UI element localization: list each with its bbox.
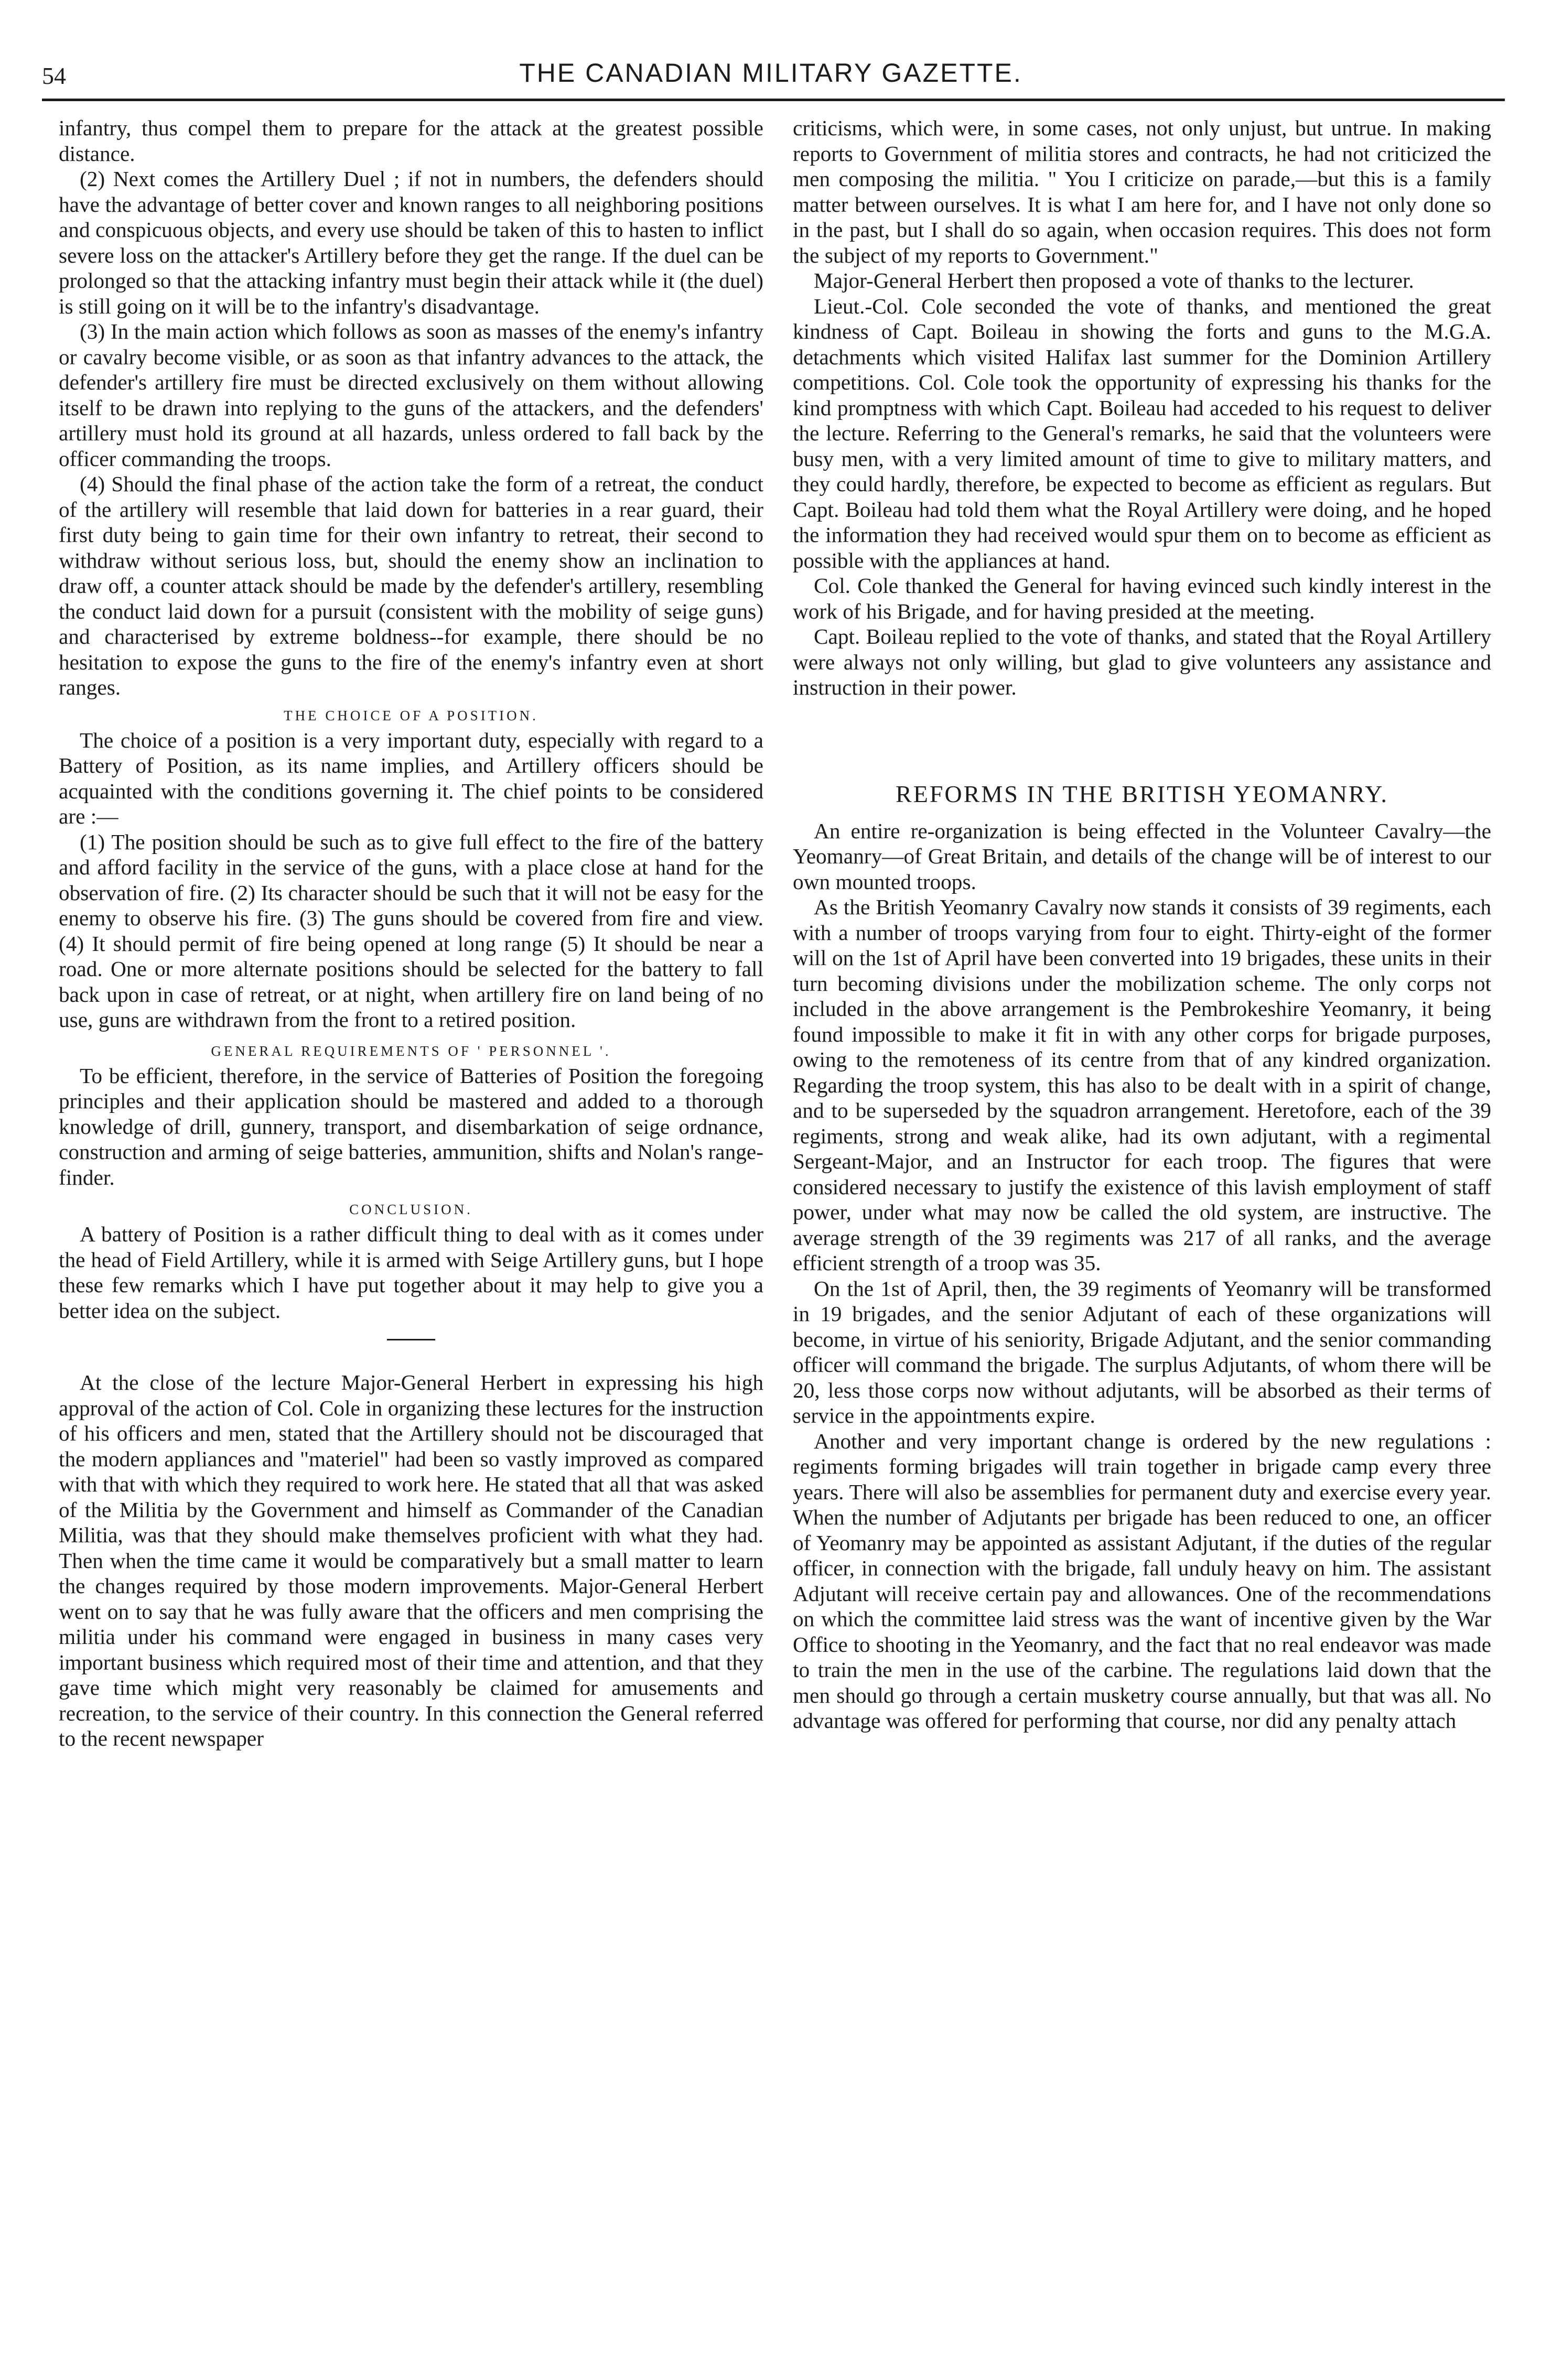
paragraph: An entire re-organization is being effected in the Volunteer Cavalry—the Yeomanry—of Great Britain, and details of the change will be of interest to our own mounted troops. [793,818,1491,894]
paragraph: The choice of a position is a very important duty, especially with regard to a Battery of Position, as its name implies, and Artillery officers should be acquainted with the conditions governing it. The chief points to be considered are :— [59,728,763,828]
paragraph: infantry, thus compel them to prepare for the attack at the greatest possible distance. [59,116,763,166]
paragraph: criticisms, which were, in some cases, not only unjust, but untrue. In making reports to Government of militia stores and contracts, he had not criticized the men composing the militia. " You I criticize on parade,—but this is a family matter between ourselves. It is what I am here for, and I have not only done so in the past, but I shall do so again, when occasion requires. This does not form the subject of my reports to Government." [793,116,1491,267]
section-separator [387,1339,435,1340]
paragraph: Another and very important change is ordered by the new regulations : regiments forming brigades will train together in brigade camp every three years. There will also be assemblies for permanent duty and exercise every year. When the number of Adjutants per brigade has been reduced to one, an officer of Yeomanry may be appointed as assistant Adjutant, if the duties of the regular officer, in connection with the brigade, fall unduly heavy on him. The assistant Adjutant will receive certain pay and allowances. One of the recommendations on which the committee laid stress was the want of incentive given by the War Office to shooting in the Yeomanry, and the fact that no real endeavor was made to train the men in the use of the carbine. The regulations laid down that the men should go through a certain musketry course annually, but that was all. No advantage was offered for performing that course, nor did any penalty attach [793,1429,1491,1733]
left-column [59,115,763,1751]
paragraph: (1) The position should be such as to give full effect to the fire of the battery and afford facility in the service of the guns, with a place close at hand for the observation of fire. (2) Its character should be such that it will not be easy for the enemy to observe his fire. (3) The guns should be covered from fire and view. (4) It should permit of fire being opened at long range (5) It should be near a road. One or more alternate positions should be selected for the battery to fall back upon in case of retreat, or at night, when artillery fire on land being of no use, guns are withdrawn from the front to a retired position. [59,829,763,1032]
paragraph: At the close of the lecture Major-General Herbert in expressing his high approval of the action of Col. Cole in organizing these lectures for the instruction of his officers and men, stated that the Artillery should not be discouraged that the modern appliances and "materiel" had been so vastly improved as compared with that with which they required to work here. He stated that all that was asked of the Militia by the Government and himself as Commander of the Canadian Militia, was that they should make themselves proficient with what they had. Then when the time came it would be comparatively but a small matter to learn the changes required by those modern improvements. Major-General Herbert went on to say that he was fully aware that the officers and men comprising the militia under his command were engaged in business in many cases very important business which required most of their time and attention, and that they gave time which might very reasonably be claimed for amusements and recreation, to the service of their country. In this connection the General referred to the recent newspaper [59,1370,763,1750]
subheading-conclusion: CONCLUSION. [349,1202,473,1217]
subheading-choice-of-position: THE CHOICE OF A POSITION. [284,707,538,723]
paragraph: Col. Cole thanked the General for having evinced such kindly interest in the work of his Brigade, and for having presided at the meeting. [793,574,1491,623]
right-column [793,115,1491,1734]
header-rule [42,99,1505,101]
journal-title: THE CANADIAN MILITARY GAZETTE. [519,58,1022,88]
paragraph: A battery of Position is a rather difficult thing to deal with as it comes under the head of Field Artillery, while it is armed with Seige Artillery guns, but I hope these few remarks which I have put together about it may help to give you a better idea on the subject. [59,1222,763,1323]
paragraph: As the British Yeomanry Cavalry now stands it consists of 39 regiments, each with a number of troops varying from four to eight. Thirty-eight of the former will on the 1st of April have been converted into 19 brigades, these units in their turn becoming divisions under the mobilization scheme. The only corps not included in the above arrangement is the Pembrokeshire Yeomanry, it being found impossible to make it fit in with any other corps for brigade purposes, owing to the remoteness of its centre from that of any kindred organization. Regarding the troop system, this has also to be dealt with in a spirit of change, and to be superseded by the squadron arrangement. Heretofore, each of the 39 regiments, strong and weak alike, had its own adjutant, with a regimental Sergeant-Major, and an Instructor for each troop. The figures that were considered necessary to justify the existence of this lavish employment of staff power, under what may now be called the old system, are instructive. The average strength of the 39 regiments was 217 of all ranks, and the average efficient strength of a troop was 35. [793,895,1491,1275]
paragraph: On the 1st of April, then, the 39 regiments of Yeomanry will be transformed in 19 brigades, and the senior Adjutant of each of these organizations will become, in virtue of his seniority, Brigade Adjutant, and the senior commanding officer will command the brigade. The surplus Adjutants, of whom there will be 20, less those corps now without adjutants, will be absorbed as their terms of service in the appointments expire. [793,1276,1491,1427]
paragraph: (3) In the main action which follows as soon as masses of the enemy's infantry or cavalry become visible, or as soon as that infantry advances to the attack, the defender's artillery fire must be directed exclusively on them without allowing itself to be drawn into replying to the guns of the attackers, and the defenders' artillery must hold its ground at all hazards, unless ordered to fall back by the officer commanding the troops. [59,319,763,471]
paragraph: (2) Next comes the Artillery Duel ; if not in numbers, the defenders should have the advantage of better cover and known ranges to all neighboring positions and conspicuous objects, and every use should be taken of this to hasten to inflict severe loss on the attacker's Artillery before they get the range. If the duel can be prolonged so that the attacking infantry must begin their attack while it (the duel) is still going on it will be to the infantry's disadvantage. [59,167,763,318]
section-title-yeomanry: REFORMS IN THE BRITISH YEOMANRY. [896,780,1388,807]
paragraph: Major-General Herbert then proposed a vote of thanks to the lecturer. [814,268,1414,293]
paragraph: (4) Should the final phase of the action take the form of a retreat, the conduct of the artillery will resemble that laid down for batteries in a rear guard, their first duty being to gain time for their own infantry to retreat, their second to withdraw without serious loss, but, should the enemy show an inclination to draw off, a counter attack should be made by the defender's artillery, resembling the conduct laid down for a pursuit (consistent with the mobility of seige guns) and characterised by extreme boldness--for example, there should be no hesitation to expose the guns to the fire of the enemy's infantry even at short ranges. [59,472,763,699]
paragraph: To be efficient, therefore, in the service of Batteries of Position the foregoing principles and their application should be mastered and added to a thorough knowledge of drill, gunnery, transport, and disembarkation of seige ordnance, construction and arming of seige batteries, ammunition, shifts and Nolan's range-finder. [59,1063,763,1189]
paragraph: Lieut.-Col. Cole seconded the vote of thanks, and mentioned the great kindness of Capt. Boileau in showing the forts and guns to the M.G.A. detachments which visited Halifax last summer for the Dominion Artillery competitions. Col. Cole took the opportunity of expressing his thanks for the kind promptness with which Capt. Boileau had acceded to his request to deliver the lecture. Referring to the General's remarks, he said that the volunteers were busy men, with a very limited amount of time to give to military matters, and they could hardly, therefore, be expected to become as efficient as regulars. But Capt. Boileau had told them what the Royal Artillery were doing, and he hoped the information they had received would spur them on to become as efficient as possible with the appliances at hand. [793,294,1491,572]
subheading-personnel: GENERAL REQUIREMENTS OF ' PERSONNEL '. [211,1043,611,1059]
paragraph: Capt. Boileau replied to the vote of thanks, and stated that the Royal Artillery were always not only willing, but glad to give volunteers any assistance and instruction in their power. [793,624,1491,699]
page-number: 54 [42,62,66,89]
